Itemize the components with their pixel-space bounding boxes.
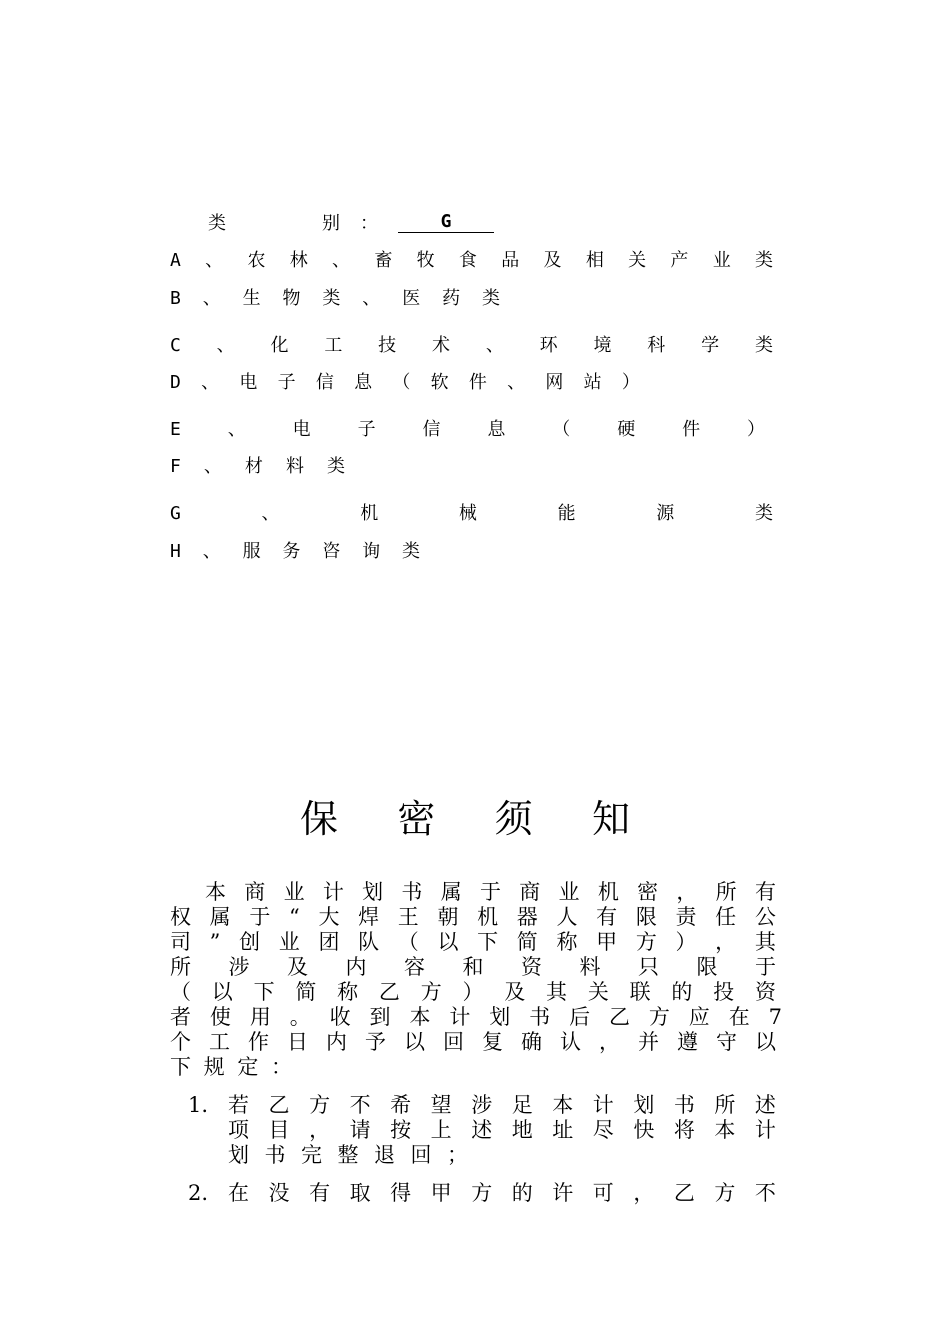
char: ， [309, 1118, 331, 1142]
char: 朝 [437, 905, 459, 929]
char: 林 [289, 250, 308, 271]
char: 下 [253, 980, 275, 1004]
char: 大 [318, 905, 340, 929]
category-label-colon: ： [360, 213, 378, 234]
char: 队 [358, 930, 380, 954]
char: 类 [322, 288, 341, 309]
char: 保 [300, 796, 339, 841]
char: 械 [458, 503, 477, 524]
rule-number: 2. [188, 1181, 209, 1205]
char: 下 [477, 930, 499, 954]
char: 类 [481, 288, 500, 309]
char: 内 [326, 1030, 347, 1054]
char: 服 [242, 541, 261, 562]
char: （ [170, 980, 191, 1004]
char: 关 [587, 980, 609, 1004]
char: 知 [591, 796, 630, 841]
char: ， [599, 1030, 620, 1054]
paragraph-line [170, 905, 776, 930]
option-h [170, 539, 420, 565]
option-d [170, 370, 640, 396]
char: 、 [202, 288, 221, 309]
char: 尽 [592, 1118, 614, 1142]
char: 足 [511, 1093, 533, 1117]
char: 有 [309, 1181, 331, 1205]
char: ” [209, 930, 221, 954]
char: 任 [715, 905, 737, 929]
char: 所 [170, 955, 191, 979]
char: E [170, 419, 181, 440]
char: 境 [593, 335, 612, 356]
char: 和 [462, 955, 484, 979]
char: 乙 [378, 980, 400, 1004]
char: 信 [422, 419, 441, 440]
char: 及 [504, 980, 526, 1004]
char: 方 [648, 1005, 670, 1029]
char: 环 [539, 335, 558, 356]
char: 、 [216, 335, 235, 356]
char: 到 [369, 1005, 391, 1029]
category-row [170, 212, 500, 238]
char: 机 [477, 905, 499, 929]
char: “ [289, 905, 300, 929]
char: 团 [318, 930, 340, 954]
paragraph-line [205, 880, 776, 905]
char: 方 [309, 1093, 331, 1117]
char: 、 [362, 288, 381, 309]
char: 电 [239, 372, 258, 393]
paragraph-line [170, 1005, 782, 1030]
char: 定 [237, 1055, 259, 1079]
rule-line [228, 1093, 776, 1118]
option-a [170, 248, 773, 274]
char: 子 [277, 372, 296, 393]
char: 内 [345, 955, 367, 979]
char: 若 [228, 1093, 249, 1117]
char: 址 [552, 1118, 574, 1142]
char: 予 [365, 1030, 386, 1054]
char: 权 [170, 905, 191, 929]
char: 及 [287, 955, 308, 979]
char: 件 [682, 419, 701, 440]
char: 类 [326, 456, 345, 477]
char: 及 [543, 250, 562, 271]
char: 没 [268, 1181, 290, 1205]
char: 简 [295, 980, 317, 1004]
category-label-char: 类 [208, 213, 226, 234]
char: 的 [671, 980, 693, 1004]
char: 后 [569, 1005, 591, 1029]
option-f [170, 454, 345, 480]
char: 计 [322, 880, 344, 904]
char: 物 [282, 288, 301, 309]
char: 本 [552, 1093, 574, 1117]
char: 须 [494, 796, 533, 841]
char: 取 [349, 1181, 371, 1205]
char: 密 [637, 880, 659, 904]
category-value: G [398, 212, 494, 233]
char: 简 [516, 930, 538, 954]
char: 、 [203, 456, 222, 477]
char: 类 [755, 250, 773, 271]
char: 其 [754, 930, 776, 954]
char: 器 [516, 905, 538, 929]
char: （ [552, 419, 571, 440]
char: 希 [390, 1093, 412, 1117]
char: C [170, 335, 181, 356]
char: 用 [249, 1005, 271, 1029]
char: 农 [247, 250, 266, 271]
char: 牧 [416, 250, 435, 271]
paragraph-line [170, 980, 776, 1005]
char: 乙 [673, 1181, 695, 1205]
char: 划 [489, 1005, 511, 1029]
char: 方 [420, 980, 442, 1004]
rule-line [228, 1118, 776, 1143]
char: 人 [556, 905, 578, 929]
category-label-char: 别 [322, 213, 340, 234]
char: 机 [597, 880, 619, 904]
char: 方 [714, 1181, 736, 1205]
char: 方 [471, 1181, 493, 1205]
char: 公 [754, 905, 776, 929]
char: 、 [261, 503, 280, 524]
char: 件 [468, 372, 487, 393]
char: G [170, 503, 181, 524]
paragraph-line [170, 1055, 292, 1080]
char: 计 [754, 1118, 776, 1142]
char: 整 [337, 1143, 359, 1167]
char: 计 [449, 1005, 471, 1029]
char: ， [676, 880, 698, 904]
char: 个 [170, 1030, 191, 1054]
char: 材 [244, 456, 263, 477]
char: 述 [754, 1093, 776, 1117]
char: 业 [283, 880, 305, 904]
char: 可 [592, 1181, 614, 1205]
char: （ [397, 930, 419, 954]
char: ， [715, 930, 737, 954]
char: 目 [268, 1118, 290, 1142]
char: 书 [264, 1143, 286, 1167]
paragraph-line [170, 1030, 776, 1055]
char: 务 [282, 541, 301, 562]
char: 得 [390, 1181, 412, 1205]
char: 关 [628, 250, 647, 271]
char: 硬 [617, 419, 636, 440]
char: 本 [409, 1005, 431, 1029]
option-g [170, 501, 773, 527]
char: 、 [507, 372, 526, 393]
char: 以 [404, 1030, 425, 1054]
char: 站 [583, 372, 602, 393]
char: 书 [529, 1005, 551, 1029]
paragraph-line [170, 930, 776, 955]
char: 密 [397, 796, 436, 841]
char: 于 [479, 880, 501, 904]
char: 快 [633, 1118, 655, 1142]
char: 甲 [596, 930, 618, 954]
char: 下 [170, 1055, 191, 1079]
option-b [170, 286, 500, 312]
char: B [170, 288, 181, 309]
char: ） [621, 372, 640, 393]
char: 类 [402, 541, 420, 562]
char: 限 [635, 905, 657, 929]
char: 本 [205, 880, 226, 904]
char: 收 [329, 1005, 351, 1029]
char: 按 [390, 1118, 412, 1142]
char: 将 [673, 1118, 695, 1142]
char: ） [747, 419, 765, 440]
char: 工 [209, 1030, 230, 1054]
char: 方 [635, 930, 657, 954]
char: 以 [755, 1030, 776, 1054]
char: 望 [430, 1093, 452, 1117]
char: 计 [592, 1093, 614, 1117]
char: 学 [701, 335, 720, 356]
char: 认 [560, 1030, 581, 1054]
char: 划 [362, 880, 384, 904]
char: 业 [712, 250, 731, 271]
char: 子 [357, 419, 376, 440]
char: 息 [354, 372, 373, 393]
char: 甲 [430, 1181, 452, 1205]
char: 乙 [608, 1005, 630, 1029]
char: 食 [458, 250, 477, 271]
char: 、 [205, 250, 224, 271]
char: 投 [713, 980, 735, 1004]
char: 退 [374, 1143, 395, 1167]
char: 在 [228, 1181, 249, 1205]
char: 资 [754, 980, 776, 1004]
char: 联 [629, 980, 651, 1004]
rule-number: 1. [188, 1093, 209, 1117]
char: D [170, 372, 181, 393]
rule-line [228, 1143, 468, 1168]
char: 回 [410, 1143, 432, 1167]
char: 药 [442, 288, 461, 309]
char: 于 [249, 905, 271, 929]
char: 述 [471, 1118, 493, 1142]
char: 规 [203, 1055, 225, 1079]
char: ： [270, 1055, 292, 1079]
char: 以 [211, 980, 233, 1004]
char: 属 [440, 880, 462, 904]
char: 、 [202, 541, 221, 562]
char: 作 [248, 1030, 269, 1054]
char: 技 [378, 335, 397, 356]
page-title [300, 785, 630, 845]
char: F [170, 456, 181, 477]
char: 完 [301, 1143, 322, 1167]
char: 责 [675, 905, 697, 929]
char: 软 [430, 372, 449, 393]
char: 有 [596, 905, 618, 929]
char: 日 [287, 1030, 308, 1054]
char: 息 [487, 419, 506, 440]
char: 、 [227, 419, 246, 440]
char: 业 [558, 880, 580, 904]
char: 王 [397, 905, 419, 929]
char: 类 [754, 335, 773, 356]
char: 守 [716, 1030, 737, 1054]
char: 能 [557, 503, 576, 524]
char: 本 [714, 1118, 736, 1142]
char: 、 [485, 335, 504, 356]
char: ， [633, 1181, 655, 1205]
char: 信 [315, 372, 334, 393]
char: 商 [244, 880, 266, 904]
char: 只 [638, 955, 659, 979]
char: 产 [670, 250, 689, 271]
char: 源 [656, 503, 675, 524]
char: 业 [278, 930, 300, 954]
char: 、 [332, 250, 351, 271]
char: 科 [647, 335, 666, 356]
char: 司 [170, 930, 191, 954]
char: 称 [337, 980, 359, 1004]
char: 使 [209, 1005, 231, 1029]
char: 乙 [268, 1093, 290, 1117]
char: 不 [754, 1181, 776, 1205]
char: 确 [521, 1030, 542, 1054]
char: 网 [545, 372, 564, 393]
char: 所 [714, 1093, 736, 1117]
char: 机 [360, 503, 379, 524]
char: 容 [404, 955, 425, 979]
char: H [170, 541, 181, 562]
char: 所 [715, 880, 737, 904]
char: 、 [201, 372, 220, 393]
char: 不 [349, 1093, 371, 1117]
char: 有 [754, 880, 776, 904]
char: 遵 [677, 1030, 698, 1054]
char: A [170, 250, 181, 271]
char: 医 [402, 288, 421, 309]
char: 创 [239, 930, 261, 954]
char: 复 [482, 1030, 503, 1054]
char: 。 [289, 1005, 311, 1029]
char: 地 [511, 1118, 533, 1142]
char: 畜 [374, 250, 393, 271]
option-e [170, 417, 765, 443]
char: 回 [443, 1030, 464, 1054]
char: ） [462, 980, 484, 1004]
char: 上 [430, 1118, 452, 1142]
rule-line [228, 1181, 776, 1206]
char: （ [392, 372, 411, 393]
char: 于 [755, 955, 776, 979]
char: 资 [521, 955, 542, 979]
char: 许 [552, 1181, 574, 1205]
char: 者 [170, 1005, 191, 1029]
char: 生 [242, 288, 261, 309]
char: 并 [638, 1030, 659, 1054]
char: 品 [501, 250, 520, 271]
char: 商 [519, 880, 541, 904]
option-c [170, 333, 773, 359]
char: 划 [633, 1093, 655, 1117]
char: 类 [754, 503, 773, 524]
char: 其 [546, 980, 568, 1004]
char: 料 [579, 955, 601, 979]
char: 划 [228, 1143, 249, 1167]
char: 涉 [471, 1093, 493, 1117]
char: ） [675, 930, 697, 954]
char: 限 [696, 955, 718, 979]
char: 询 [362, 541, 381, 562]
char: 以 [437, 930, 459, 954]
char: 属 [209, 905, 231, 929]
char: 工 [324, 335, 343, 356]
char: 涉 [228, 955, 250, 979]
char: 书 [673, 1093, 695, 1117]
char: 7 [768, 1005, 782, 1029]
paragraph-line [170, 955, 776, 980]
char: 请 [349, 1118, 371, 1142]
char: 在 [728, 1005, 750, 1029]
char: 咨 [322, 541, 341, 562]
char: 料 [285, 456, 304, 477]
char: 书 [401, 880, 423, 904]
char: 相 [585, 250, 604, 271]
char: 电 [292, 419, 311, 440]
char: ； [447, 1143, 468, 1167]
char: 的 [511, 1181, 533, 1205]
char: 项 [228, 1118, 249, 1142]
char: 术 [431, 335, 450, 356]
char: 化 [270, 335, 289, 356]
char: 称 [556, 930, 578, 954]
char: 焊 [358, 905, 380, 929]
char: 应 [688, 1005, 710, 1029]
